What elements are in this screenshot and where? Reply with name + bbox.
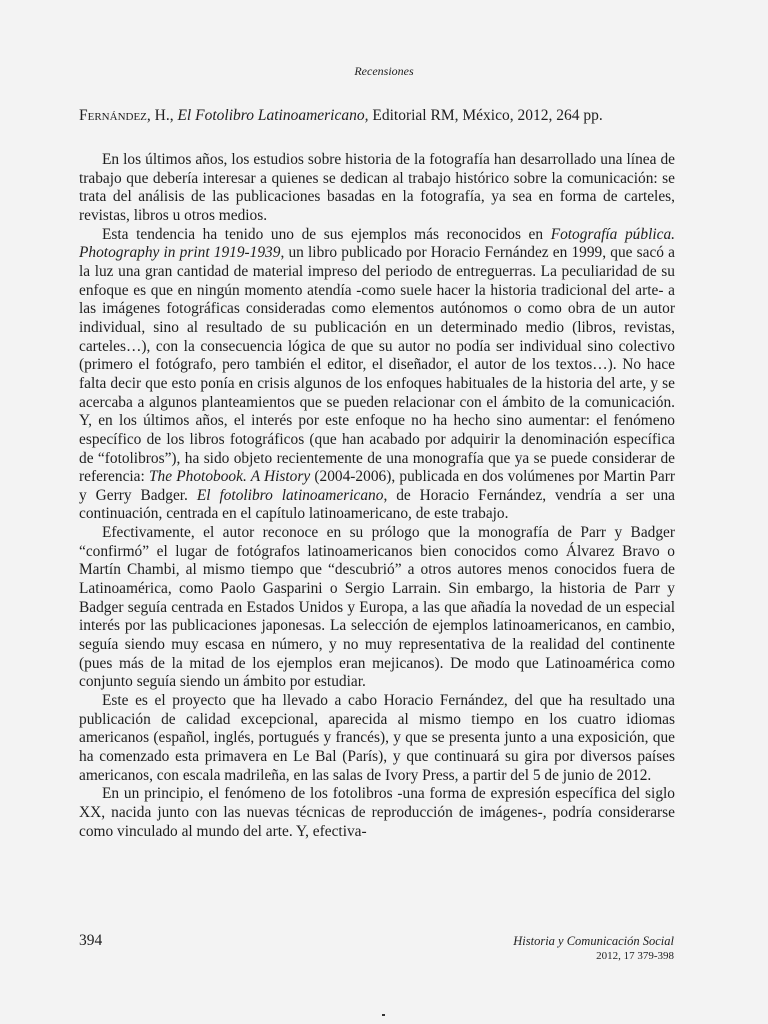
bottom-mark [382,1014,385,1016]
title-fotografia-publica: Fotografía pública. Photography in print 1919-1939 [79,225,676,262]
running-header: Recensiones [354,64,414,78]
paragraph-4: Este es el proyecto que ha llevado a cabo Horacio Fernández, del que ha resultado una publicación de calidad excepcional, aparecida al mismo tiempo en los cuatro idiomas americanos (español, inglés, portugués y francés), y que se presenta junto a una exposición, que ha comenzado esta primavera en Le Bal (París), y que continuará su gira por diversos países americanos, con escala madrileña, en las salas de Ivory Press, a partir del 5 de junio de 2012. [79,692,675,784]
title-photobook: The Photobook. A History [148,468,311,486]
citation-author: Fernández [79,107,147,124]
review-body [79,151,675,841]
paragraph-2-text-b: , un libro publicado por Horacio Fernández en 1999, que sacó a la luz una gran cantidad de material impreso del periodo de entreguerras. La peculiaridad de su enfoque es que en ningún momento atendía -como suele hacer la historia tradicional del arte- a las imágenes fotográficas consideradas como elementos autónomos o como obra de un autor individual, sino al resultado de su publicación en un determinado medio (libros, revistas, carteles…), con la consecuencia lógica de que su autor no podía ser individual sino colectivo (primero el fotógrafo, pero también el editor, el diseñador, el autor de los textos…). No hace falta decir que esto ponía en crisis algunos de los enfoques habituales de la historia del arte, y se acercaba a algunos planteamientos que se pueden relacionar con el ámbito de la comunicación. Y, en los últimos años, el interés por este enfoque no ha hecho sino aumentar: el fenómeno específico de los libros fotográficos (que han acabado por adquirir la denominación específica de “fotolibros”), ha sido objeto recientemente de una monografía que ya se puede considerar de referencia: [79,244,675,486]
paragraph-1: En los últimos años, los estudios sobre historia de la fotografía han desarrollado una línea de trabajo que debería interesar a quienes se dedican al trabajo histórico sobre la comunicación: se trata del análisis de las publicaciones basadas en la fotografía, ya sea en forma de carteles, revistas, libros u otros medios. [79,151,675,224]
paragraph-3: Efectivamente, el autor reconoce en su prólogo que la monografía de Parr y Badger “confirmó” el lugar de fotógrafos latinoamericanos bien conocidos como Álvarez Bravo o Martín Chambi, al mismo tiempo que “descubrió” a otros autores menos conocidos fuera de Latinoamérica, como Paolo Gasparini o Sergio Larrain. Sin embargo, la historia de Parr y Badger seguía centrada en Estados Unidos y Europa, a las que añadía la novedad de un especial interés por las publicaciones japonesas. La selección de ejemplos latinoamericanos, en cambio, seguía siendo muy escasa en número, y no muy representativa de la realidad del continente (pues más de la mitad de los ejemplos eran mejicanos). De modo que Latinoamérica como conjunto seguía siendo un ámbito por estudiar. [79,524,675,691]
citation-book-title: El Fotolibro Latinoamericano, [177,107,369,124]
journal-title: Historia y Comunicación Social [513,934,674,948]
paragraph-2 [79,226,675,525]
citation-initial: , H., [146,107,178,124]
paragraph-2-text-d: , de Horacio Fernández, vendría a ser una continuación, centrada en el capítulo latinoamericano, de este trabajo. [79,486,676,523]
paragraph-2-text-c: (2004-2006), publicada en dos volúmenes por Martin Parr y Gerry Badger. [79,468,675,504]
page-number: 394 [79,932,103,949]
paragraph-2-text-a: Esta tendencia ha tenido uno de sus ejemplos más reconocidos en [102,225,551,243]
journal-volume: 2012, 17 379-398 [596,950,674,962]
paragraph-5: En un principio, el fenómeno de los fotolibros -una forma de expresión específica del siglo XX, nacida junto con las nuevas técnicas de reproducción de imágenes-, podría considerarse como vinculado al mundo del arte. Y, efectiva- [79,785,675,840]
citation-publisher: Editorial RM, México, 2012, 264 pp. [368,107,603,124]
book-citation [79,106,679,126]
title-fotolibro: El fotolibro latinoamericano [196,486,384,504]
journal-footer [513,934,674,963]
